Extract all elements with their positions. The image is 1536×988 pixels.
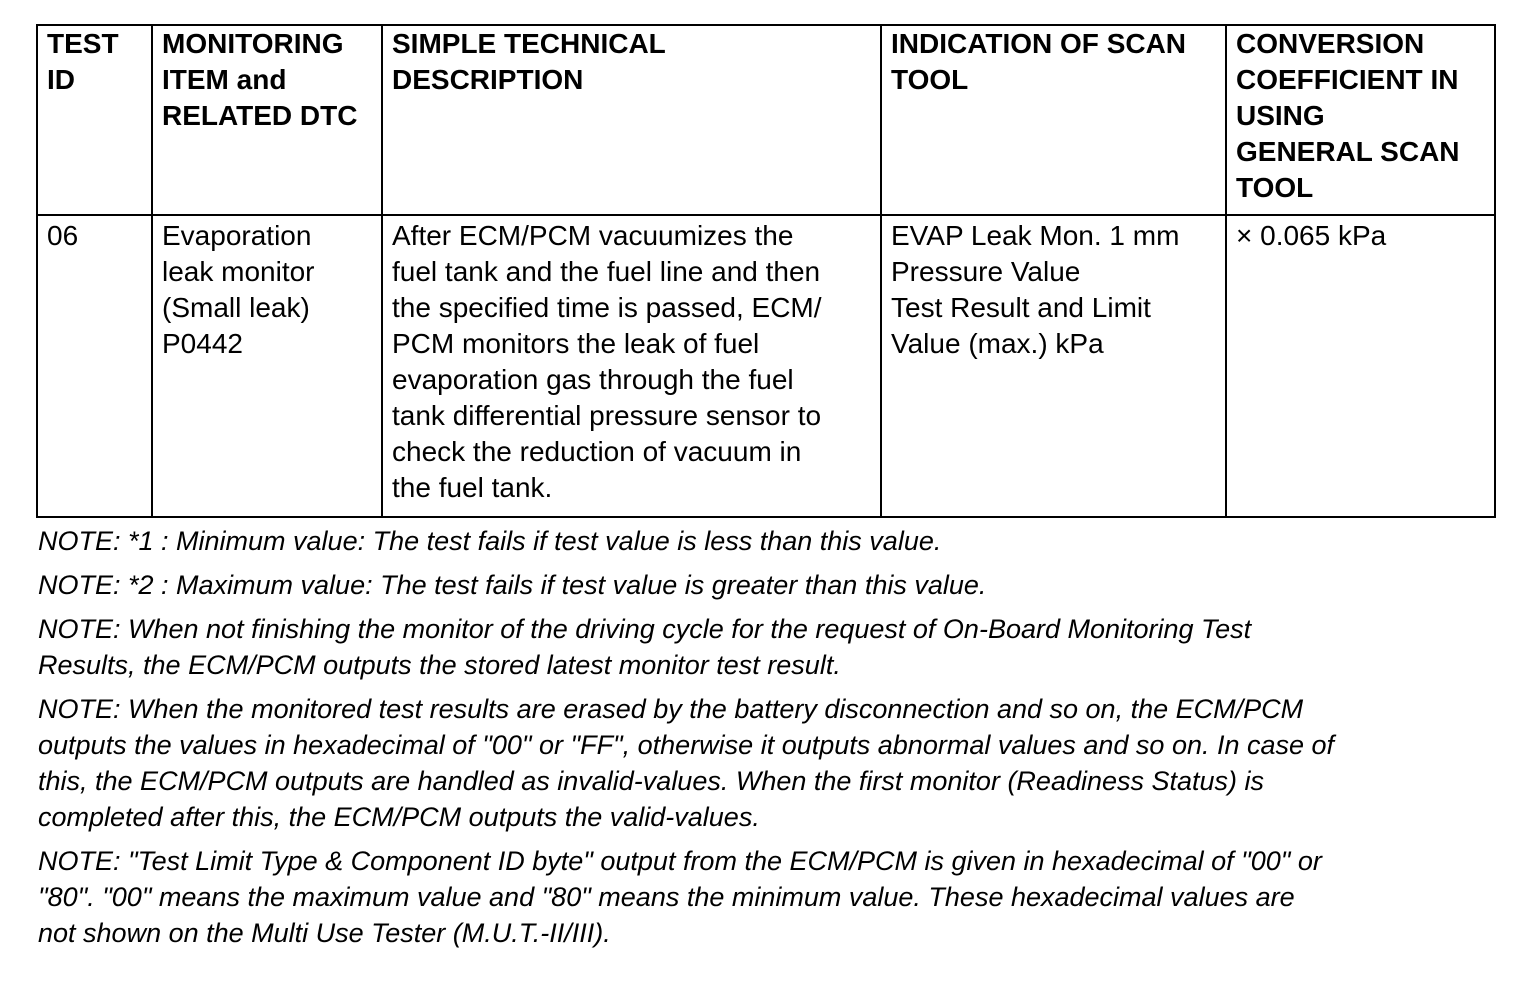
header-technical-description: SIMPLE TECHNICAL DESCRIPTION <box>382 25 881 215</box>
table-header-row <box>37 25 1495 215</box>
note-test-limit-type: NOTE: "Test Limit Type & Component ID byte" output from the ECM/PCM is given in hexadecimal of "00" or "80". "00" means the maximum value and "80" means the minimum value. These hexadecimal values are not shown on the Multi Use Tester (M.U.T.-II/III). <box>38 846 1322 948</box>
header-scan-tool-indication: INDICATION OF SCAN TOOL <box>881 25 1226 215</box>
document-page <box>36 24 1494 959</box>
table-row <box>37 215 1495 517</box>
monitoring-test-table <box>36 24 1496 518</box>
header-test-id: TEST ID <box>37 25 152 215</box>
cell-scan-tool-indication: EVAP Leak Mon. 1 mm Pressure Value Test Result and Limit Value (max.) kPa <box>881 215 1226 517</box>
note-maximum-value: NOTE: *2 : Maximum value: The test fails if test value is greater than this value. <box>38 570 987 600</box>
note-invalid-values: NOTE: When the monitored test results are erased by the battery disconnection and so on, the ECM/PCM outputs the values in hexadecimal of "00" or "FF", otherwise it outputs abnormal values and so on. In case of this, the ECM/PCM outputs are handled as invalid-values. When the first monitor (Readiness Status) is completed after this, the ECM/PCM outputs the valid-values. <box>38 694 1335 832</box>
note-stored-latest-result: NOTE: When not finishing the monitor of the driving cycle for the request of On-Board Monitoring Test Results, the ECM/PCM outputs the stored latest monitor test result. <box>38 614 1252 680</box>
note-minimum-value: NOTE: *1 : Minimum value: The test fails if test value is less than this value. <box>38 526 942 556</box>
header-conversion-coefficient: CONVERSION COEFFICIENT IN USING GENERAL SCAN TOOL <box>1226 25 1495 215</box>
cell-test-id: 06 <box>37 215 152 517</box>
header-monitoring-item: MONITORING ITEM and RELATED DTC <box>152 25 382 215</box>
cell-conversion-coefficient: × 0.065 kPa <box>1226 215 1495 517</box>
notes-section <box>36 523 1494 951</box>
cell-monitoring-item: Evaporation leak monitor (Small leak) P0442 <box>152 215 382 517</box>
cell-technical-description: After ECM/PCM vacuumizes the fuel tank and the fuel line and then the specified time is passed, ECM/ PCM monitors the leak of fuel evaporation gas through the fuel tank differential pressure sensor to check the reduction of vacuum in the fuel tank. <box>382 215 881 517</box>
